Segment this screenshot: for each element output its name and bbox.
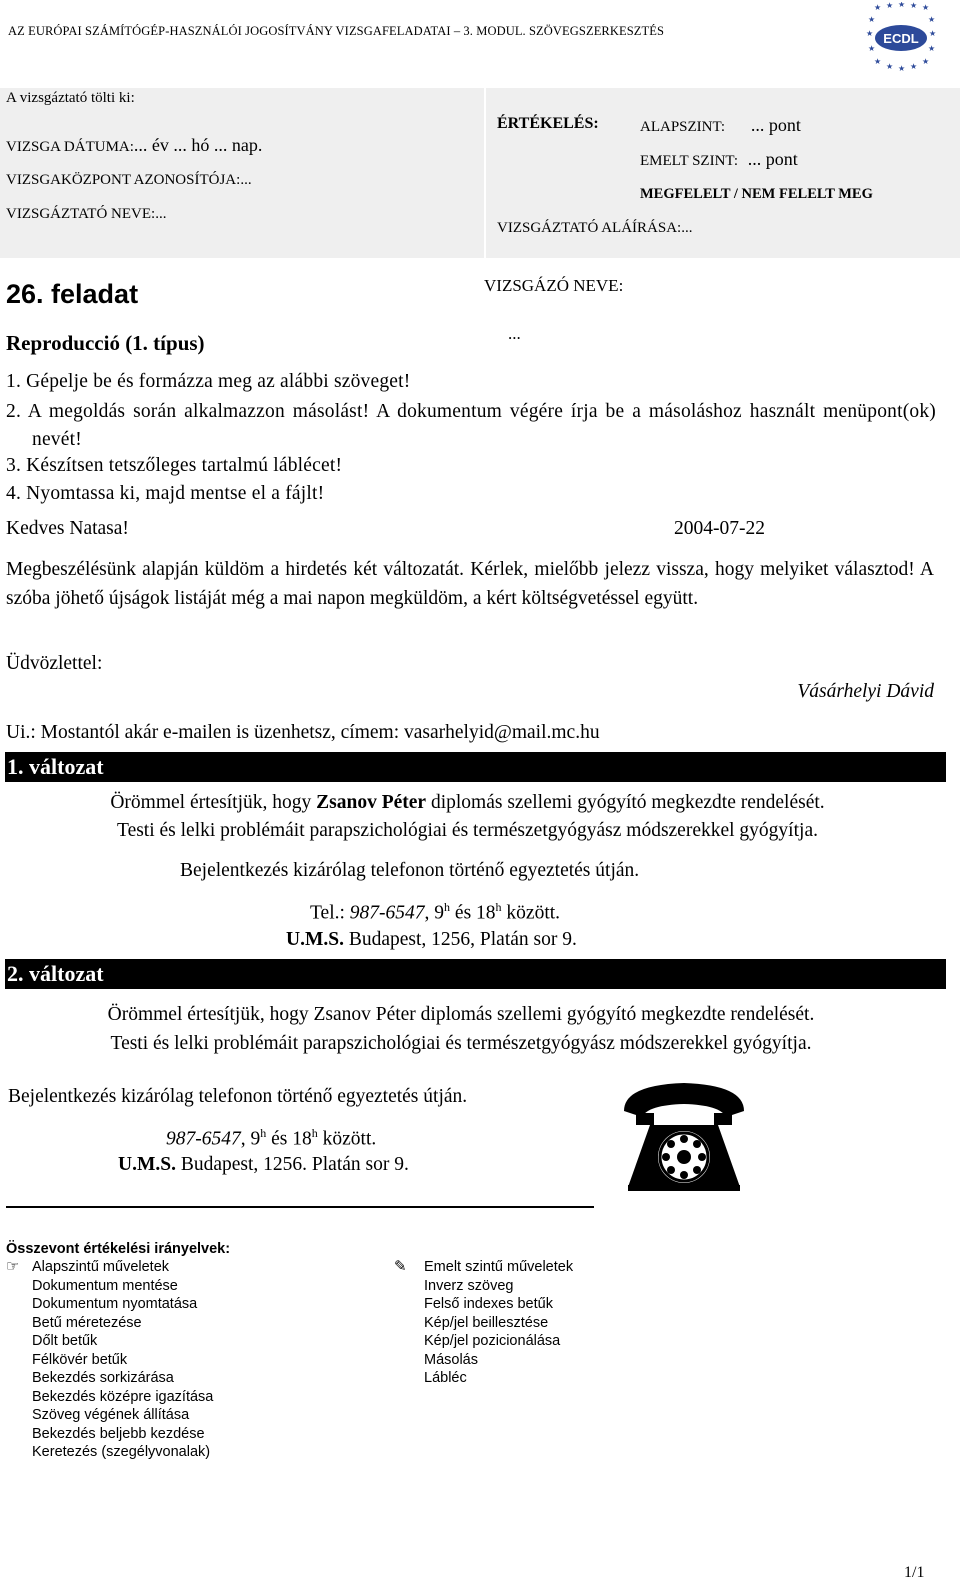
list-item: Felső indexes betűk: [424, 1296, 553, 1312]
list-item: Kép/jel pozicionálása: [424, 1333, 561, 1349]
list-item: Bekezdés középre igazítása: [32, 1388, 214, 1405]
guidelines-title: Összevont értékelési irányelvek:: [6, 1241, 231, 1257]
basic-level-line: ALAPSZINT: ... pont: [640, 115, 801, 135]
result-label: MEGFELELT / NEM FELELT MEG: [640, 186, 873, 202]
instruction-4: 4. Nyomtassa ki, majd mentse el a fájlt!: [6, 483, 325, 504]
svg-text:★: ★: [910, 2, 918, 10]
svg-text:★: ★: [886, 2, 894, 10]
ecdl-logo-text: ECDL: [883, 31, 919, 46]
svg-text:★: ★: [928, 15, 936, 24]
list-item: Lábléc: [424, 1370, 467, 1386]
svg-text:★: ★: [922, 57, 930, 66]
variant1-heading: 1. változat: [5, 752, 946, 782]
page-number: 1/1: [904, 1564, 925, 1581]
letter-greeting: Kedves Natasa!: [6, 518, 129, 539]
list-item: Bekezdés sorkizárása: [32, 1370, 174, 1386]
list-item: Dokumentum mentése: [32, 1277, 178, 1294]
exam-date-line: VIZSGA DÁTUMA:... év ... hó ... nap.: [6, 135, 263, 155]
section-divider: [6, 1206, 594, 1208]
pointer-icon: ✎: [394, 1258, 407, 1275]
variant2-phone-line: 987-6547, 9$^h$ és 18$^h$ között.: [166, 1126, 377, 1150]
letter-ps: Ui.: Mostantól akár e-mailen is üzenhetsz, címem: vasarhelyid@mail.mc.hu: [6, 722, 600, 743]
fill-label: A vizsgáztató tölti ki:: [6, 90, 135, 106]
instruction-3: 3. Készítsen tetszőleges tartalmú láblécet!: [6, 455, 343, 476]
list-item: Keretezés (szegélyvonalak): [32, 1444, 211, 1460]
list-item: Alapszintű műveletek: [32, 1259, 170, 1275]
exam-center-line: VIZSGAKÖZPONT AZONOSÍTÓJA:...: [6, 172, 252, 188]
ecdl-logo: [866, 2, 936, 74]
variant2-heading: 2. változat: [5, 959, 946, 989]
svg-text:★: ★: [866, 29, 874, 38]
variant1-line1: Örömmel értesítjük, hogy Zsanov Péter diplomás szellemi gyógyító megkezdte rendelését.: [110, 792, 825, 813]
svg-text:★: ★: [874, 3, 882, 12]
variant2-line2: Testi és lelki problémáit parapszichológiai és természetgyógyász módszerekkel gyógyítja.: [110, 1033, 812, 1054]
list-item: Inverz szöveg: [424, 1277, 514, 1294]
guidelines-basic-list: [32, 1258, 213, 1462]
list-item: Betű méretezése: [32, 1314, 142, 1331]
svg-text:★: ★: [928, 44, 936, 53]
list-item: Kép/jel beillesztése: [424, 1314, 549, 1331]
letter-signature: Vásárhelyi Dávid: [797, 681, 934, 702]
list-item: Emelt szintű műveletek: [424, 1259, 574, 1275]
svg-text:★: ★: [874, 57, 882, 66]
variant2-address: U.M.S. Budapest, 1256. Platán sor 9.: [118, 1154, 409, 1175]
guidelines-advanced-list: [424, 1258, 573, 1388]
list-item: Másolás: [424, 1351, 478, 1368]
task-subtitle: Reproducció (1. típus): [6, 331, 205, 355]
candidate-name-dots: ...: [508, 324, 521, 343]
list-item: Szöveg végének állítása: [32, 1407, 190, 1423]
list-item: Dőlt betűk: [32, 1333, 98, 1349]
svg-text:★: ★: [922, 3, 930, 12]
list-item: Dokumentum nyomtatása: [32, 1296, 198, 1312]
svg-text:★: ★: [898, 64, 906, 73]
variant1-phone-line: Tel.: 987-6547, 9$^h$ és 18$^h$ között.: [310, 900, 561, 924]
svg-text:★: ★: [910, 62, 918, 71]
svg-text:★: ★: [868, 44, 876, 53]
svg-text:★: ★: [898, 2, 906, 9]
document-header-title: AZ EURÓPAI SZÁMÍTÓGÉP-HASZNÁLÓI JOGOSÍTVÁNY VIZSGAFELADATAI – 3. MODUL. SZÖVEGSZERKESZTÉS: [8, 24, 665, 38]
variant1-line2: Testi és lelki problémáit parapszichológiai és természetgyógyász módszerekkel gyógyítja.: [117, 820, 818, 841]
advanced-level-line: EMELT SZINT: ... pont: [640, 149, 798, 169]
svg-text:★: ★: [929, 29, 936, 38]
list-item: Bekezdés beljebb kezdése: [32, 1425, 205, 1442]
telephone-icon: [616, 1077, 752, 1195]
variant1-line3: Bejelentkezés kizárólag telefonon történő egyeztetés útján.: [180, 860, 640, 881]
svg-text:★: ★: [868, 15, 876, 24]
examiner-name-line: VIZSGÁZTATÓ NEVE:...: [6, 206, 167, 222]
letter-body: Megbeszélésünk alapján küldöm a hirdetés két változatát. Kérlek, mielőbb jelezz vissza, hogy melyiket választod! A szóba jöhető újságok listáját még a mai napon megküldöm, a kért költségvetéssel együtt.: [6, 559, 934, 609]
examiner-signature-line: VIZSGÁZTATÓ ALÁÍRÁSA:...: [497, 220, 693, 236]
candidate-name-label: VIZSGÁZÓ NEVE:: [484, 276, 624, 295]
list-item: Félkövér betűk: [32, 1351, 128, 1368]
pointing-hand-icon: ☞: [6, 1258, 20, 1275]
letter-closing: Üdvözlettel:: [6, 653, 103, 674]
instruction-1: 1. Gépelje be és formázza meg az alábbi szöveget!: [6, 371, 411, 392]
letter-date: 2004-07-22: [674, 518, 765, 539]
variant2-line1: Örömmel értesítjük, hogy Zsanov Péter diplomás szellemi gyógyító megkezdte rendelését.: [107, 1004, 815, 1025]
variant2-line3: Bejelentkezés kizárólag telefonon történő egyeztetés útján.: [8, 1086, 468, 1107]
task-title: 26. feladat: [6, 279, 139, 309]
svg-text:★: ★: [886, 62, 894, 71]
variant1-address: U.M.S. Budapest, 1256, Platán sor 9.: [286, 929, 577, 950]
instruction-2: 2. A megoldás során alkalmazzon másolást! A dokumentum végére írja be a másoláshoz használt menüpont(ok) nevét!: [6, 401, 936, 450]
eval-label: ÉRTÉKELÉS:: [497, 115, 599, 132]
